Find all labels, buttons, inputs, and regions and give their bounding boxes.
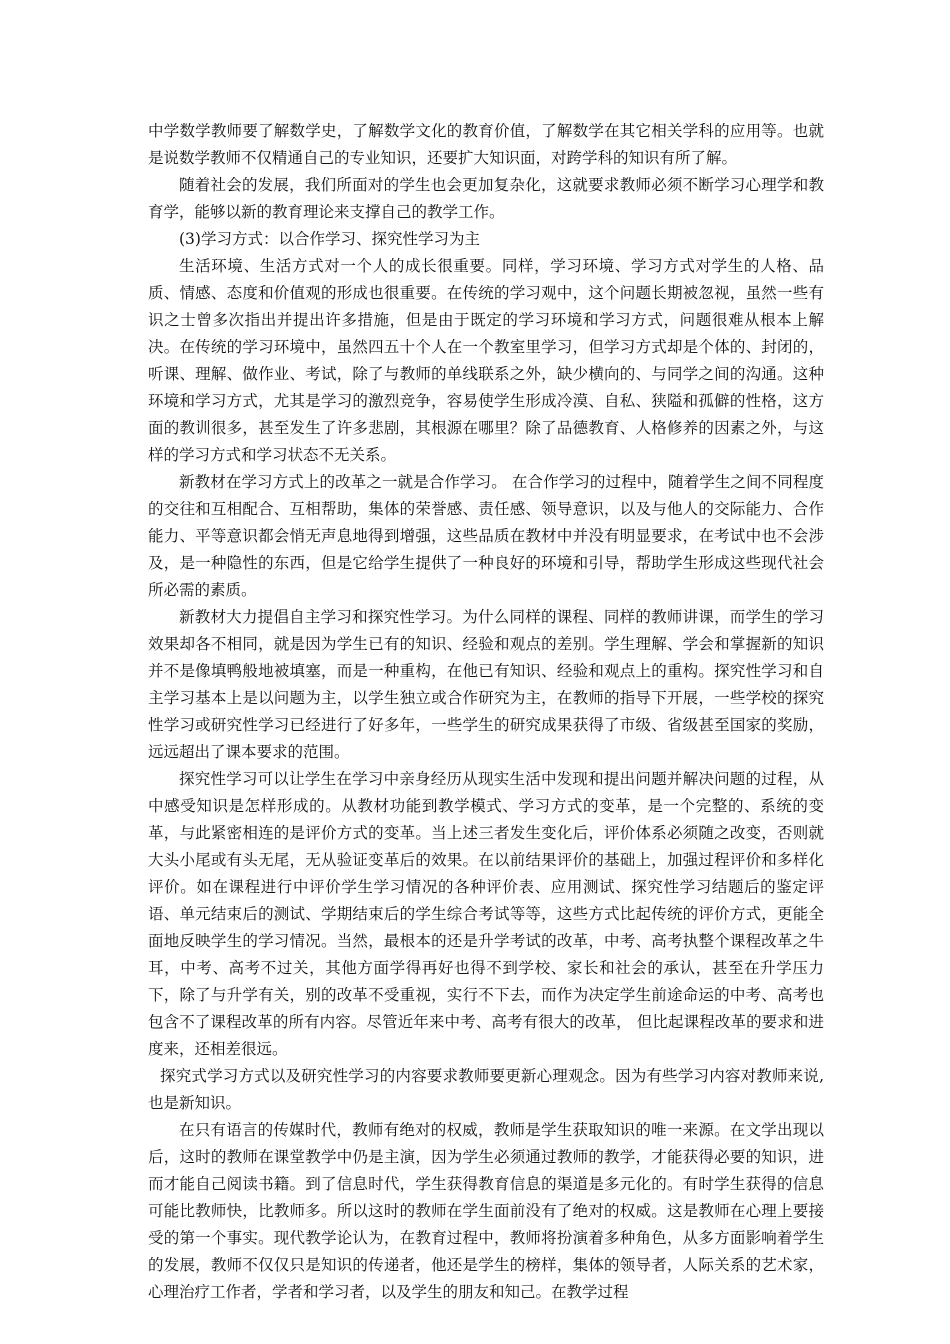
paragraph-inquiry-learning: 新教材大力提倡自主学习和探究性学习。为什么同样的课程、同样的教师讲课，而学生的学习效果却各不相同，就是因为学生已有的知识、经验和观点的差别。学生理解、学会和掌握新的知识并不是像填鸭般地被填塞，而是一种重构，在他已有知识、经验和观点上的重构。探究性学习和自主学习基本上是以问题为主，以学生独立或合作研究为主，在教师的指导下开展，一些学校的探究性学习或研究性学习已经进行了好多年，一些学生的研究成果获得了市级、省级甚至国家的奖励，远远超出了课本要求的范围。: [148, 608, 824, 761]
section-heading-learning-methods: (3)学习方式：以合作学习、探究性学习为主: [179, 230, 480, 248]
paragraph-evaluation-reform: 探究性学习可以让学生在学习中亲身经历从现实生活中发现和提出问题并解决问题的过程，从中感受知识是怎样形成的。从教材功能到教学模式、学习方式的变革，是一个完整的、系统的变革，与此紧密相连的是评价方式的变革。当上述三者发生变化后，评价体系必须随之改变，否则就大头小尾或有头无尾，无从验证变革后的效果。在以前结果评价的基础上，加强过程评价和多样化评价。如在课程进行中评价学生学习情况的各种评价表、应用测试、探究性学习结题后的鉴定评语、单元结束后的测试、学期结束后的学生综合考试等等，这些方式比起传统的评价方式，更能全面地反映学生的学习情况。当然，最根本的还是升学考试的改革，中考、高考执整个课程改革之牛耳，中考、高考不过关，其他方面学得再好也得不到学校、家长和社会的承认，甚至在升学压力下，除了与升学有关，别的改革不受重视，实行不下去，而作为决定学生前途命运的中考、高考也包含不了课程改革的所有内容。尽管近年来中考、高考有很大的改革， 但比起课程改革的要求和进度来，还相差很远。: [148, 770, 824, 1058]
document-body: [148, 118, 824, 1306]
paragraph-teacher-mindset: 探究式学习方式以及研究性学习的内容要求教师要更新心理观念。因为有些学习内容对教师来说,也是新知识。: [148, 1067, 824, 1112]
paragraph-cooperative-learning: 新教材在学习方式上的改革之一就是合作学习。 在合作学习的过程中，随着学生之间不同程度的交往和互相配合、互相帮助，集体的荣誉感、责任感、领导意识，以及与他人的交际能力、合作能力、平等意识都会悄无声息地得到增强，这些品质在教材中并没有明显要求，在考试中也不会涉及，是一种隐性的东西，但是它给学生提供了一种良好的环境和引导，帮助学生形成这些现代社会所必需的素质。: [148, 473, 824, 599]
paragraph-psychology-education: 随着社会的发展，我们所面对的学生也会更加复杂化，这就要求教师必须不断学习心理学和教育学，能够以新的教育理论来支撑自己的教学工作。: [148, 176, 824, 221]
paragraph-math-teachers-knowledge: 中学数学教师要了解数学史，了解数学文化的教育价值，了解数学在其它相关学科的应用等。也就是说数学教师不仅精通自己的专业知识，还要扩大知识面，对跨学科的知识有所了解。: [148, 122, 824, 167]
paragraph-teacher-roles: 在只有语言的传媒时代，教师有绝对的权威，教师是学生获取知识的唯一来源。在文学出现以后，这时的教师在课堂教学中仍是主演，因为学生必须通过教师的教学，才能获得必要的知识，进而才能自己阅读书籍。到了信息时代，学生获得教育信息的渠道是多元化的。有时学生获得的信息可能比教师快，比教师多。所以这时的教师在学生面前没有了绝对的权威。这是教师在心理上要接受的第一个事实。现代教学论认为，在教育过程中，教师将扮演着多种角色，从多方面影响着学生的发展，教师不仅仅只是知识的传递者，他还是学生的榜样，集体的领导者，人际关系的艺术家，心理治疗工作者，学者和学习者，以及学生的朋友和知己。在教学过程: [148, 1121, 824, 1301]
paragraph-learning-environment: 生活环境、生活方式对一个人的成长很重要。同样，学习环境、学习方式对学生的人格、品质、情感、态度和价值观的形成也很重要。在传统的学习观中，这个问题长期被忽视，虽然一些有识之士曾多次指出并提出许多措施，但是由于既定的学习环境和学习方式，问题很难从根本上解决。在传统的学习环境中，虽然四五十个人在一个教室里学习，但学习方式却是个体的、封闭的，听课、理解、做作业、考试，除了与教师的单线联系之外，缺少横向的、与同学之间的沟通。这种环境和学习方式，尤其是学习的激烈竞争，容易使学生形成冷漠、自私、狭隘和孤僻的性格，这方面的教训很多，甚至发生了许多悲剧，其根源在哪里？除了品德教育、人格修养的因素之外，与这样的学习方式和学习状态不无关系。: [148, 257, 824, 464]
